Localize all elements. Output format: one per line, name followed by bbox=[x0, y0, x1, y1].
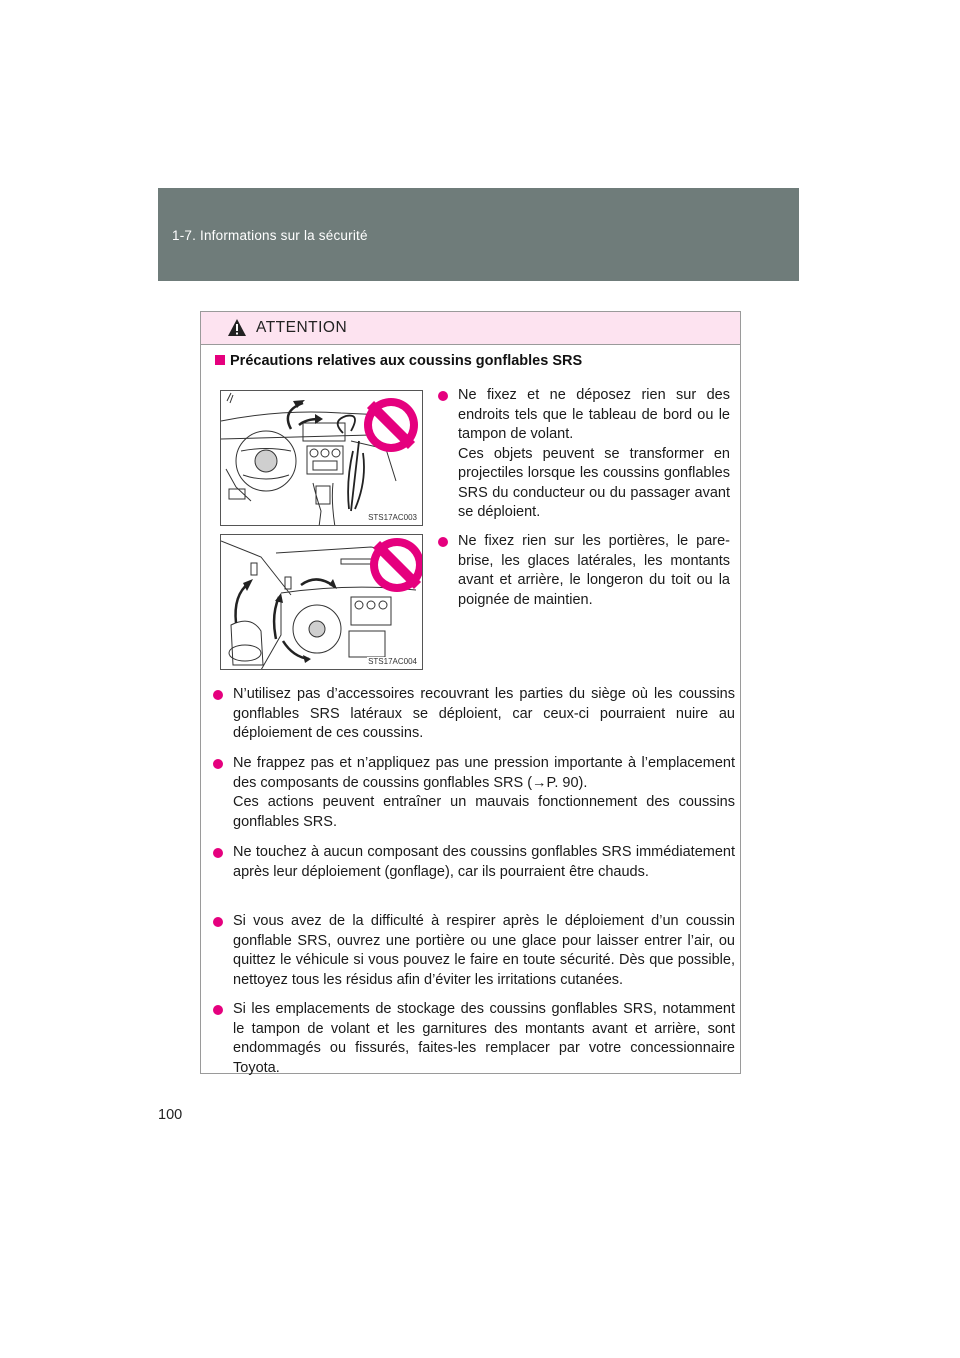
bullet-dot-icon bbox=[213, 690, 223, 700]
list-item: Ne frappez pas et n’appliquez pas une pression importante à l’emplacement des composants de coussins gonflables SRS (→P. 90). Ces actions peuvent entraîner un mauvais fonctionnement des coussins gonflables SRS. bbox=[213, 754, 735, 832]
bullet-dot-icon bbox=[438, 391, 448, 401]
list-item: Si les emplacements de stockage des coussins gonflables SRS, notamment le tampon de volant et les garnitures des montants avant et arrière, sont endommagés ou fissurés, faites-les remplacer par votre concessionnaire Toyota. bbox=[213, 1000, 735, 1078]
section-title: 1-7. Informations sur la sécurité bbox=[172, 228, 368, 243]
bullet-dot-icon bbox=[213, 1005, 223, 1015]
section-heading: Précautions relatives aux coussins gonflables SRS bbox=[215, 353, 582, 369]
square-bullet-icon bbox=[215, 355, 225, 365]
dashboard-illustration bbox=[221, 391, 423, 526]
list-item: Ne touchez à aucun composant des coussins gonflables SRS immédiatement après leur déploiement (gonflage), car ils pourraient être chauds. bbox=[213, 843, 735, 882]
bullet-dot-icon bbox=[438, 537, 448, 547]
bullet-dot-icon bbox=[213, 848, 223, 858]
warning-box bbox=[200, 311, 741, 1074]
list-item: Ne fixez et ne déposez rien sur des endroits tels que le tableau de bord ou le tampon de volant. Ces objets peuvent se transformer en projectiles lorsque les coussins gonflables SRS du conducteur ou du passager avant se déploient. bbox=[438, 386, 730, 523]
warning-title: ATTENTION bbox=[256, 319, 348, 336]
figure-dashboard bbox=[220, 390, 423, 526]
bullet-dot-icon bbox=[213, 759, 223, 769]
cabin-illustration bbox=[221, 535, 423, 670]
no-entry-sign-icon bbox=[364, 398, 418, 452]
list-item: Si vous avez de la difficulté à respirer après le déploiement d’un coussin gonflable SRS, ouvrez une portière ou une glace pour laisser entrer l’air, ou quittez le véhicule si vous pouvez le faire en toute sécurité. Dès que possible, nettoyez tous les résidus afin d’éviter les irritations cutanées. bbox=[213, 912, 735, 990]
list-item: N’utilisez pas d’accessoires recouvrant les parties du siège où les coussins gonflables SRS latéraux se déploient, car ceux-ci pourraient nuire au déploiement de ces coussins. bbox=[213, 685, 735, 744]
no-entry-sign-icon bbox=[370, 538, 423, 592]
figure-code: STS17AC003 bbox=[368, 513, 417, 522]
list-item: Ne fixez rien sur les portières, le pare-brise, les glaces latérales, les montants avant et arrière, le longeron du toit ou la poignée de maintien. bbox=[438, 532, 730, 610]
warning-triangle-icon bbox=[227, 318, 247, 337]
bullet-dot-icon bbox=[213, 917, 223, 927]
figure-pillars bbox=[220, 534, 423, 670]
warning-header bbox=[201, 312, 740, 345]
page-number: 100 bbox=[158, 1107, 183, 1123]
figure-code: STS17AC004 bbox=[368, 657, 417, 666]
